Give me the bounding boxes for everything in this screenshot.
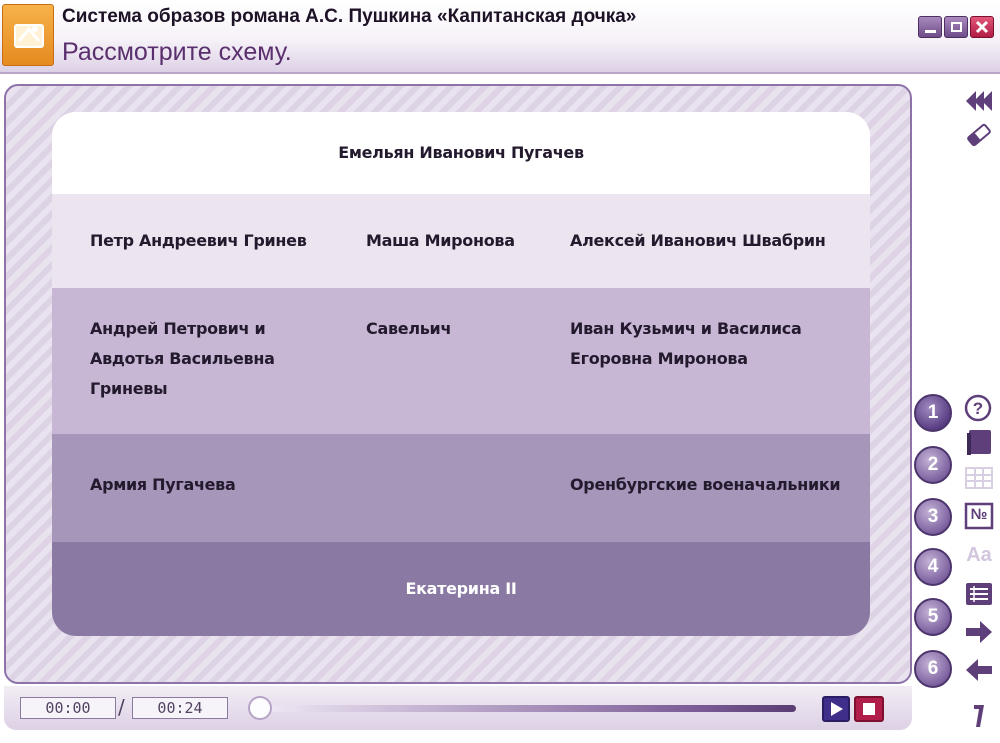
info-button[interactable] [962, 700, 996, 732]
cell-pugachev-army: Армия Пугачева [90, 475, 236, 494]
step-3-button[interactable]: 3 [914, 498, 952, 536]
cell-savelich: Савельич [366, 319, 452, 338]
svg-text:?: ? [972, 399, 984, 418]
step-1-button[interactable]: 1 [914, 394, 952, 432]
help-icon [962, 392, 996, 424]
close-button[interactable] [970, 16, 994, 38]
diagram-row-2 [52, 194, 870, 288]
info-icon [962, 700, 996, 732]
stop-icon [856, 698, 882, 720]
minimize-button[interactable] [918, 16, 942, 38]
book-button[interactable] [962, 426, 996, 458]
cell-grinev-parents: Андрей Петрович и Авдотья Васильевна Гриневы [90, 319, 275, 398]
title-bar [0, 0, 1000, 74]
progress-track[interactable] [266, 705, 796, 712]
numbering-icon: № [970, 506, 988, 523]
book-icon [962, 426, 996, 458]
cell-grinev: Петр Андреевич Гринев [90, 231, 307, 250]
app-logo-icon [2, 4, 54, 66]
cell-catherine: Екатерина II [405, 579, 517, 598]
font-icon: Aa [966, 544, 992, 566]
cell-mironov-parents: Иван Кузьмич и Василиса Егоровна Миронова [570, 319, 802, 368]
play-icon [824, 698, 848, 720]
cell-orenburg-commanders: Оренбургские военачальники [570, 475, 841, 494]
step-6-button[interactable]: 6 [914, 650, 952, 688]
table-button[interactable] [962, 462, 996, 494]
help-button[interactable] [962, 392, 996, 424]
media-player-bar [4, 686, 912, 730]
rewind-button[interactable] [962, 86, 996, 118]
time-separator: / [118, 695, 125, 719]
next-button[interactable] [962, 616, 996, 648]
numbering-button[interactable] [962, 500, 996, 532]
diagram-row-1 [52, 112, 870, 194]
list-icon [962, 578, 996, 610]
minimize-icon [925, 30, 936, 33]
eraser-icon [962, 120, 996, 150]
rewind-icon [962, 86, 996, 116]
diagram-row-4 [52, 434, 870, 542]
total-time: 00:24 [132, 697, 228, 719]
close-icon [971, 17, 993, 37]
stop-button[interactable] [854, 696, 884, 722]
play-button[interactable] [822, 696, 850, 722]
task-instruction: Рассмотрите схему. [62, 38, 292, 66]
font-size-button[interactable] [962, 540, 996, 572]
maximize-icon [951, 22, 962, 32]
previous-button[interactable] [962, 654, 996, 686]
cell-pugachev: Емельян Иванович Пугачев [338, 143, 584, 162]
window-title: Система образов романа А.С. Пушкина «Капитанская дочка» [62, 6, 637, 27]
eraser-button[interactable] [962, 120, 996, 152]
cell-masha: Маша Миронова [366, 231, 515, 250]
step-2-button[interactable]: 2 [914, 446, 952, 484]
diagram-row-5 [52, 542, 870, 636]
arrow-left-icon [962, 654, 996, 686]
diagram-row-3 [52, 288, 870, 434]
progress-slider-handle[interactable] [248, 696, 272, 720]
step-4-button[interactable]: 4 [914, 548, 952, 586]
maximize-button[interactable] [944, 16, 968, 38]
cell-shvabrin: Алексей Иванович Швабрин [570, 231, 826, 250]
table-icon [962, 462, 996, 494]
window-controls [918, 16, 994, 38]
step-5-button[interactable]: 5 [914, 598, 952, 636]
character-system-diagram [52, 112, 870, 636]
list-button[interactable] [962, 578, 996, 610]
current-time: 00:00 [20, 697, 116, 719]
arrow-right-icon [962, 616, 996, 648]
